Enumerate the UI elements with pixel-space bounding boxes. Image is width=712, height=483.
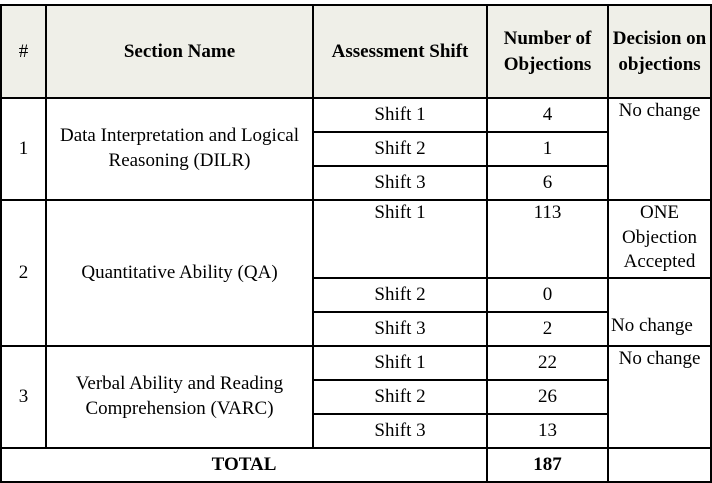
section-num: 3 (1, 346, 46, 448)
total-decision-empty (608, 448, 711, 482)
shift-label: Shift 1 (313, 346, 487, 380)
header-assessment-shift: Assessment Shift (313, 5, 487, 98)
objection-count: 4 (487, 98, 608, 132)
objection-count: 2 (487, 312, 608, 346)
header-decision: Decision on objections (608, 5, 711, 98)
shift-label: Shift 3 (313, 166, 487, 200)
shift-label: Shift 1 (313, 98, 487, 132)
objection-count: 6 (487, 166, 608, 200)
total-label: TOTAL (1, 448, 487, 482)
header-number-of-objections: Number of Objections (487, 5, 608, 98)
table-row (1, 200, 711, 278)
shift-label: Shift 3 (313, 312, 487, 346)
decision-cell: No change (608, 346, 711, 448)
section-name: Verbal Ability and Reading Comprehension (VARC) (46, 346, 313, 448)
objection-count: 0 (487, 278, 608, 312)
decision-cell: ONE Objection Accepted (608, 200, 711, 278)
header-row (1, 5, 711, 98)
shift-label: Shift 2 (313, 380, 487, 414)
header-section-name: Section Name (46, 5, 313, 98)
section-num: 1 (1, 98, 46, 200)
shift-label: Shift 2 (313, 132, 487, 166)
section-name: Data Interpretation and Logical Reasoning (DILR) (46, 98, 313, 200)
section-name: Quantitative Ability (QA) (46, 200, 313, 346)
shift-label: Shift 1 (313, 200, 487, 278)
objection-count: 22 (487, 346, 608, 380)
shift-label: Shift 2 (313, 278, 487, 312)
section-num: 2 (1, 200, 46, 346)
decision-cell: No change (608, 98, 711, 200)
objection-count: 1 (487, 132, 608, 166)
total-value: 187 (487, 448, 608, 482)
table-row (1, 98, 711, 132)
objection-count: 13 (487, 414, 608, 448)
shift-label: Shift 3 (313, 414, 487, 448)
objections-table (0, 4, 712, 483)
decision-cell: No change (608, 278, 711, 346)
header-num: # (1, 5, 46, 98)
total-row (1, 448, 711, 482)
objection-count: 26 (487, 380, 608, 414)
objection-count: 113 (487, 200, 608, 278)
table-row (1, 346, 711, 380)
